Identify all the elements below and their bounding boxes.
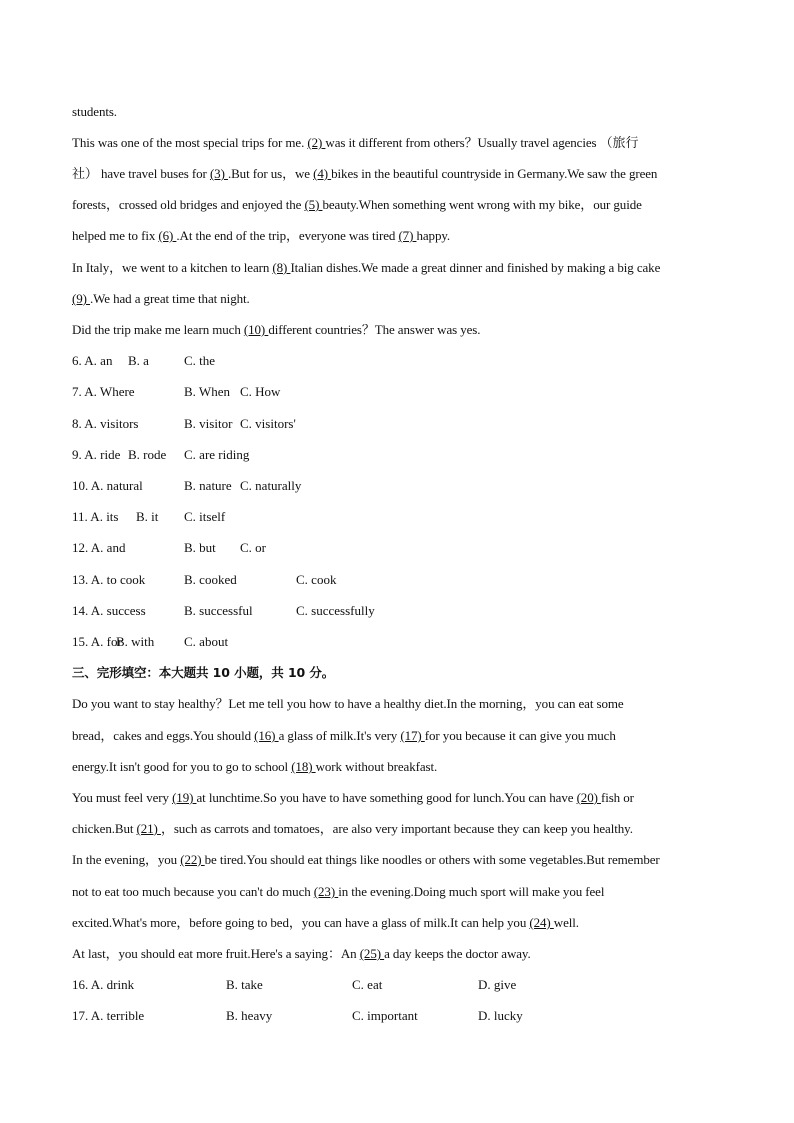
option-a[interactable]: 6. A. an [72,353,113,368]
option-d[interactable]: D. give [478,977,517,992]
option-b[interactable]: B. rode [128,447,167,462]
passage-text: was it different from others？Usually travel agencies （旅行 [325,135,639,150]
passage-text: students. [72,104,117,119]
passage-text: 社） have travel buses for [72,166,210,181]
blank-number[interactable]: (16) [254,728,279,743]
passage-text: chicken.But [72,821,137,836]
passage-text: Did the trip make me learn much [72,322,244,337]
option-a[interactable]: 14. A. success [72,603,146,618]
passage-line [72,850,660,870]
option-b[interactable]: B. nature [184,478,232,493]
option-a[interactable]: 7. A. Where [72,384,135,399]
option-a[interactable]: 11. A. its [72,509,119,524]
blank-number[interactable]: (2) [307,135,326,150]
option-a[interactable]: 12. A. and [72,540,126,555]
blank-number[interactable]: (7) [398,228,417,243]
blank-number[interactable]: (4) [313,166,332,181]
passage-text: helped me to fix [72,228,159,243]
passage-text: forests，crossed old bridges and enjoyed the [72,197,305,212]
option-b[interactable]: B. heavy [226,1008,273,1023]
option-c[interactable]: C. or [240,540,266,555]
passage-line [72,788,634,808]
passage-line [72,320,480,340]
passage-line [72,757,437,777]
passage-text: well. [553,915,579,930]
blank-number[interactable]: (19) [172,790,197,805]
blank-number[interactable]: (3) [209,166,228,181]
blank-number[interactable]: (10) [243,322,269,337]
passage-text: energy.It isn't good for you to go to school [72,759,292,774]
option-b[interactable]: B. with [116,634,155,649]
passage-line [72,133,638,153]
blank-number[interactable]: (8) [272,260,291,275]
passage-text: In Italy，we went to a kitchen to learn [72,260,273,275]
passage-text: bikes in the beautiful countryside in Germany.We saw the green [331,166,658,181]
option-b[interactable]: B. take [226,977,263,992]
option-b[interactable]: B. but [184,540,216,555]
passage-text: Do you want to stay healthy？Let me tell you how to have a healthy diet.In the morning，you can eat some [72,696,624,711]
passage-text: different countries？The answer was yes. [268,322,481,337]
blank-number[interactable]: (25) [359,946,385,961]
option-b[interactable]: B. When [184,384,230,399]
option-a[interactable]: 10. A. natural [72,478,143,493]
passage-line [72,226,450,246]
option-c[interactable]: C. eat [352,977,383,992]
option-b[interactable]: B. visitor [184,416,233,431]
blank-number[interactable]: (18) [291,759,316,774]
blank-number[interactable]: (20) [576,790,601,805]
passage-line [72,944,531,964]
section-heading: 三、完形填空：本大题共 10 小题，共 10 分。 [72,665,335,680]
passage-line [72,195,642,215]
blank-number[interactable]: (23) [313,884,339,899]
passage-text: work without breakfast. [315,759,438,774]
passage-text: In the evening，you [72,852,181,867]
passage-text: This was one of the most special trips for me. [72,135,308,150]
option-b[interactable]: B. cooked [184,572,237,587]
passage-text: At last，you should eat more fruit.Here's a saying：An [72,946,360,961]
passage-text: fish or [600,790,634,805]
blank-number[interactable]: (6) [158,228,177,243]
option-c[interactable]: C. visitors' [240,416,296,431]
passage-line [72,102,117,122]
passage-text: bread，cakes and eggs.You should [72,728,255,743]
blank-number[interactable]: (22) [180,852,205,867]
option-a[interactable]: 9. A. ride [72,447,121,462]
passage-line [72,882,604,902]
option-c[interactable]: C. naturally [240,478,302,493]
passage-text: in the evening.Doing much sport will make you feel [338,884,605,899]
passage-text: not to eat too much because you can't do much [72,884,314,899]
option-a[interactable]: 15. A. for [72,634,122,649]
option-c[interactable]: C. How [240,384,281,399]
option-a[interactable]: 13. A. to cook [72,572,146,587]
blank-number[interactable]: (21) [136,821,161,836]
passage-line [72,819,633,839]
passage-text: Italian dishes.We made a great dinner and finished by making a big cake [290,260,661,275]
option-a[interactable]: 16. A. drink [72,977,135,992]
option-b[interactable]: B. it [136,509,159,524]
option-c[interactable]: C. are riding [184,447,250,462]
passage-text: at lunchtime.So you have to have something good for lunch.You can have [196,790,577,805]
option-c[interactable]: C. itself [184,509,226,524]
option-b[interactable]: B. a [128,353,149,368]
passage-text: ，such as carrots and tomatoes，are also very important because they can keep you healthy. [160,821,633,836]
passage-text: a day keeps the doctor away. [384,946,531,961]
blank-number[interactable]: (24) [529,915,554,930]
option-c[interactable]: C. important [352,1008,418,1023]
blank-number[interactable]: (5) [304,197,323,212]
passage-text: .We had a great time that night. [90,291,250,306]
option-b[interactable]: B. successful [184,603,253,618]
passage-text: be tired.You should eat things like noodles or others with some vegetables.But remember [204,852,660,867]
option-c[interactable]: C. successfully [296,603,375,618]
option-a[interactable]: 17. A. terrible [72,1008,145,1023]
passage-text: for you because it can give you much [424,728,616,743]
passage-text: excited.What's more，before going to bed，you can have a glass of milk.It can help you [72,915,530,930]
passage-line [72,726,616,746]
passage-text: happy. [416,228,451,243]
passage-line [72,289,250,309]
passage-text: .But for us，we [227,166,314,181]
passage-line [72,913,579,933]
passage-text: beauty.When something went wrong with my bike，our guide [322,197,642,212]
option-c[interactable]: C. cook [296,572,337,587]
passage-line [72,258,660,278]
passage-text: a glass of milk.It's very [278,728,401,743]
option-a[interactable]: 8. A. visitors [72,416,139,431]
passage-line [72,164,657,184]
passage-text: .At the end of the trip，everyone was tired [176,228,399,243]
passage-text: You must feel very [72,790,173,805]
blank-number[interactable]: (17) [400,728,425,743]
option-d[interactable]: D. lucky [478,1008,523,1023]
option-c[interactable]: C. about [184,634,229,649]
option-c[interactable]: C. the [184,353,216,368]
blank-number[interactable]: (9) [72,291,91,306]
passage-line [72,694,624,714]
